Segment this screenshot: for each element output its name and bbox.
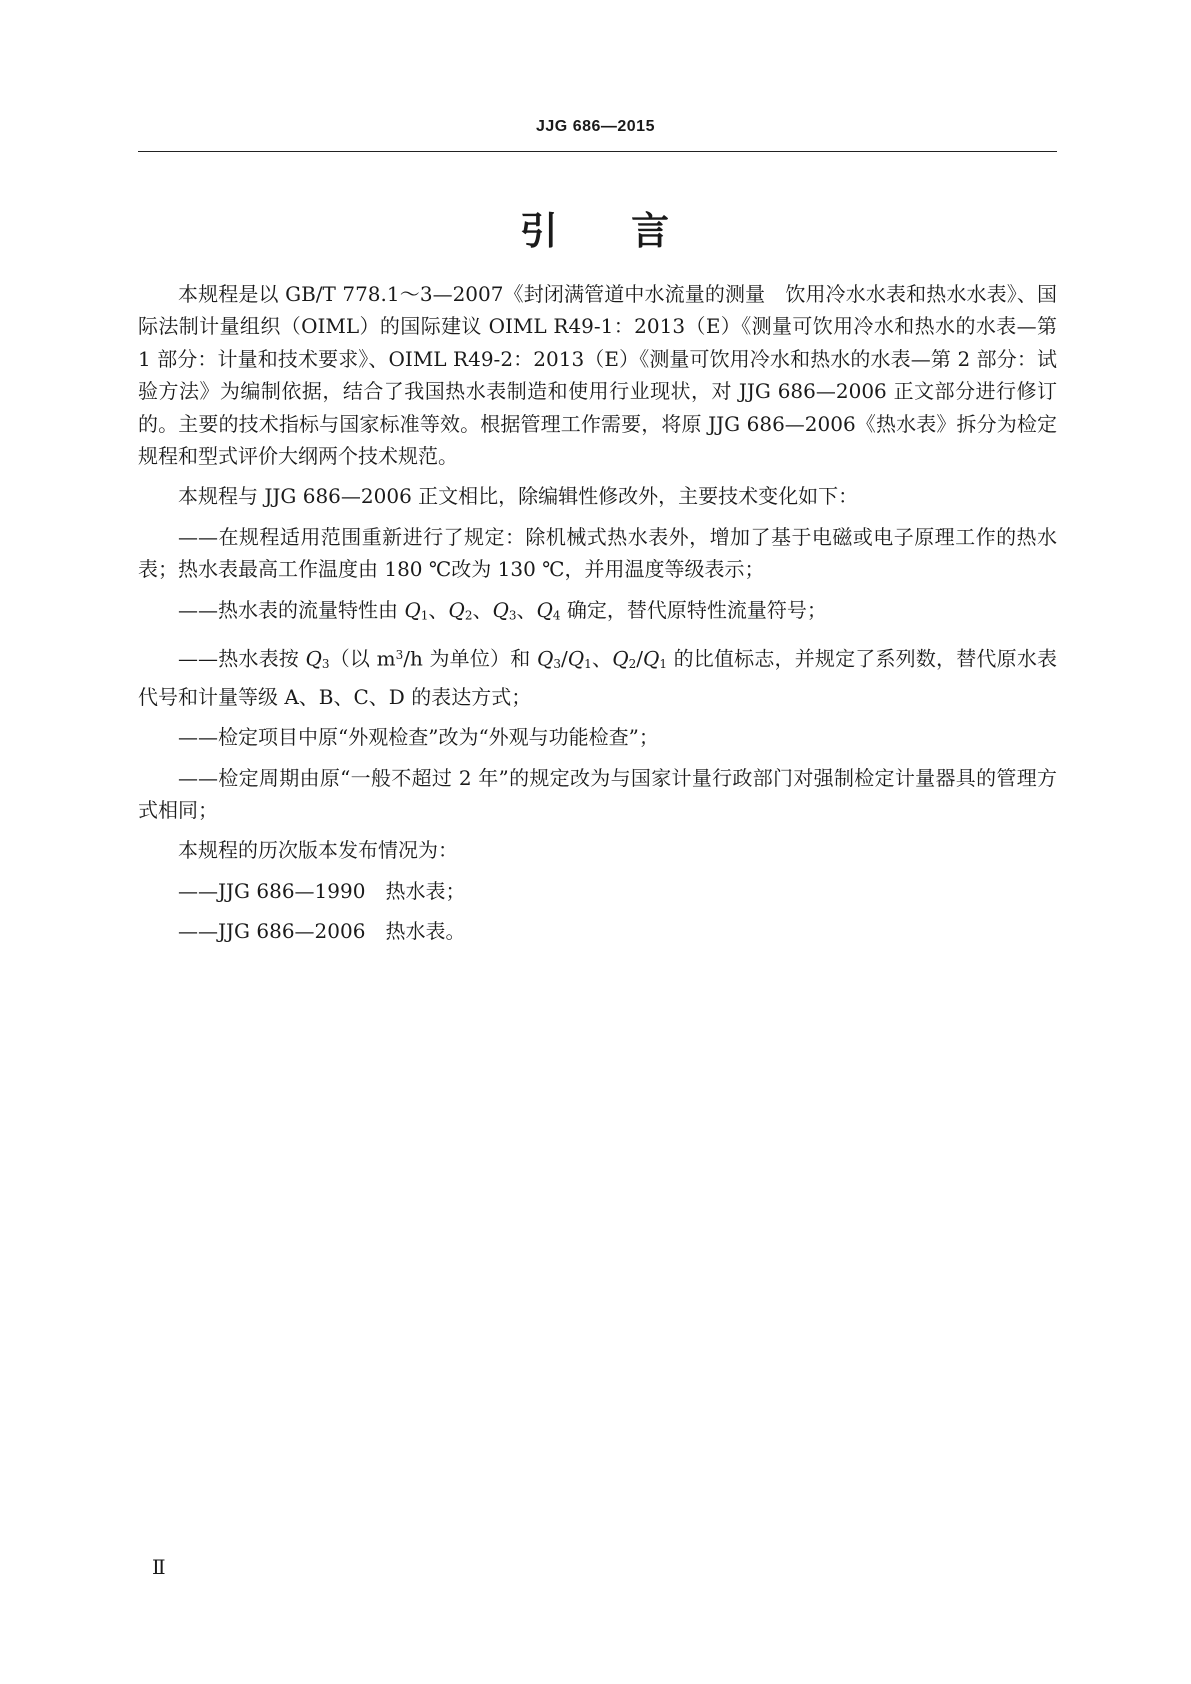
q-symbol: Q (536, 647, 554, 672)
q-symbol: Q (305, 647, 322, 672)
q-symbol: Q (492, 597, 509, 622)
subscript: 1 (659, 657, 668, 672)
change-item-flow-characteristics (138, 594, 1057, 632)
subscript: 3 (553, 657, 561, 672)
text-fragment: （以 m (329, 647, 396, 672)
slash: / (561, 647, 568, 672)
history-item-2006: ——JJG 686—2006 热水表。 (178, 919, 466, 944)
running-header: JJG 686—2015 (536, 118, 655, 135)
q-symbol: Q (536, 597, 553, 622)
change-item-inspection: ——检定项目中原“外观检查”改为“外观与功能检查”； (178, 725, 659, 750)
subscript: 3 (508, 608, 517, 623)
intro-paragraph: 本规程是以 GB/T 778.1～3—2007《封闭满管道中水流量的测量 饮用冷水水表和热水水表》、国际法制计量组织（OIML）的国际建议 OIML R49-1：2013（E）《测量可饮用冷水和热水的水表—第 1 部分：计量和技术要求》、OIML R49-2：2013（E）《测量可饮用冷水和热水的水表—第 2 部分：试验方法》为编制依据，结合了我国热水表制造和使用行业现状，对 JJG 686—2006 正文部分进行修订的。主要的技术指标与国家标准等效。根据管理工作需要，将原 JJG 686—2006《热水表》拆分为检定规程和型式评价大纲两个技术规范。 (138, 282, 1057, 469)
page-title: 引 言 (519, 209, 672, 253)
slash: / (636, 647, 643, 672)
subscript: 4 (552, 608, 561, 623)
q-symbol: Q (448, 597, 465, 622)
separator: 、 (516, 597, 537, 622)
change-item-marking (138, 639, 1057, 713)
header-rule (138, 151, 1057, 152)
subscript: 3 (321, 657, 330, 672)
history-item-1990: ——JJG 686—1990 热水表； (178, 878, 466, 903)
subscript: 2 (628, 657, 637, 672)
separator: 、 (472, 597, 493, 622)
change-item-period: ——检定周期由原“一般不超过 2 年”的规定改为与国家计量行政部门对强制检定计量器具的管理方式相同； (138, 765, 1057, 823)
text-fragment: 确定，替代原特性流量符号； (560, 597, 827, 622)
text-fragment: /h 为单位）和 (403, 647, 537, 672)
separator: 、 (591, 647, 613, 672)
subscript: 1 (420, 608, 429, 623)
separator: 、 (428, 597, 449, 622)
superscript: 3 (395, 648, 404, 663)
page-number: Ⅱ (152, 1555, 166, 1579)
changes-intro-paragraph: 本规程与 JJG 686—2006 正文相比，除编辑性修改外，主要技术变化如下： (178, 484, 859, 509)
subscript: 2 (464, 608, 473, 623)
text-fragment: ——热水表的流量特性由 (178, 597, 405, 622)
text-fragment: ——热水表按 (178, 647, 306, 672)
q-symbol: Q (404, 597, 421, 622)
change-item-scope: ——在规程适用范围重新进行了规定：除机械式热水表外，增加了基于电磁或电子原理工作的热水表；热水表最高工作温度由 180 ℃改为 130 ℃，并用温度等级表示； (138, 524, 1057, 582)
history-intro-paragraph: 本规程的历次版本发布情况为： (178, 838, 458, 863)
text-fragment: 的比值标志，并规定了系列数，替代原水表代号和计量等级 A、B、C、D 的表达方式； (138, 647, 1058, 709)
body-text (138, 278, 1057, 948)
q-symbol: Q (612, 647, 629, 672)
q-symbol: Q (642, 647, 660, 672)
subscript: 1 (584, 657, 592, 672)
q-symbol: Q (567, 647, 585, 672)
